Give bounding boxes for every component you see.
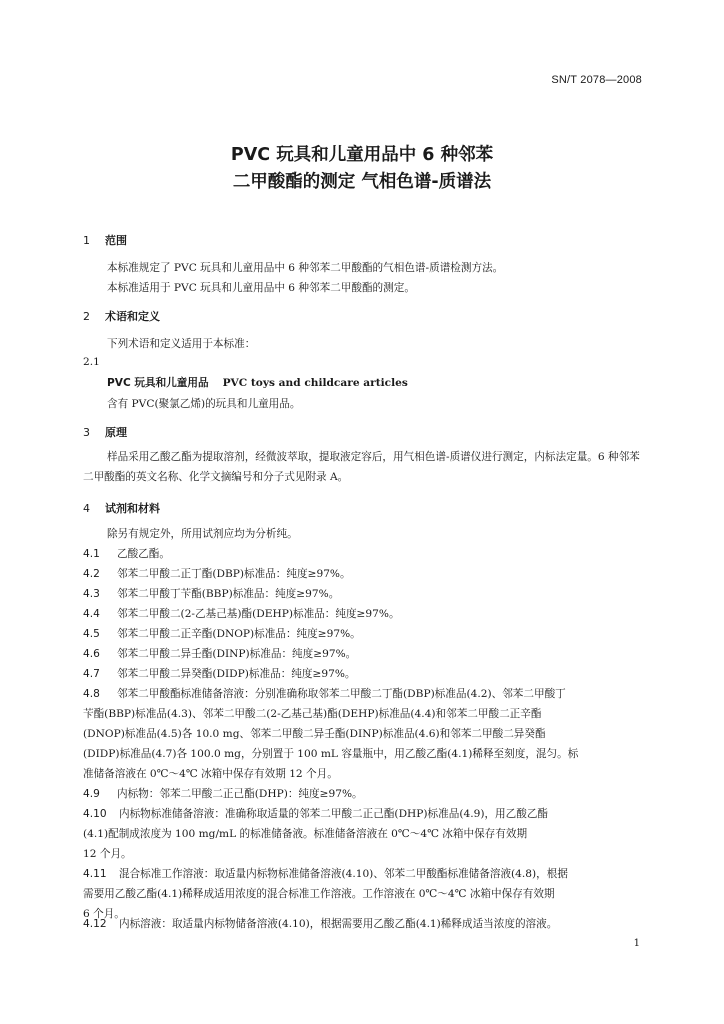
text-line: (4.1)配制成浓度为 100 mg/mL 的标准储备液。标准储备溶液在 0℃～4℃ 冰箱中保存有效期	[83, 828, 528, 840]
item-text: 邻苯二甲酸二正辛酯(DNOP)标准品：纯度≥97%。	[117, 628, 361, 640]
paragraph: 本标准规定了 PVC 玩具和儿童用品中 6 种邻苯二甲酸酯的气相色谱-质谱检测方法。	[107, 262, 504, 274]
section-number: 1	[83, 234, 90, 247]
item-number: 4.12	[83, 918, 107, 930]
list-item	[83, 606, 641, 621]
item-text: 混合标准工作溶液：取适量内标物标准储备溶液(4.10)、邻苯二甲酸酯标准储备溶液(4.8)，根据	[119, 868, 568, 880]
list-item	[83, 626, 641, 641]
page-number: 1	[633, 938, 640, 949]
item-number: 4.10	[83, 808, 107, 820]
section-4-heading	[83, 500, 160, 516]
list-item-4-9	[83, 786, 641, 801]
list-item-4-11	[83, 866, 641, 881]
item-number: 4.1	[83, 548, 100, 560]
term-heading	[107, 375, 408, 390]
section-3-heading	[83, 424, 127, 440]
list-item-4-10	[83, 806, 641, 821]
item-number: 4.4	[83, 608, 100, 620]
item-number: 4.11	[83, 868, 107, 880]
standard-code: SN/T 2078—2008	[551, 74, 642, 86]
section-number: 4	[83, 502, 90, 515]
clause-2-1-number: 2.1	[83, 356, 100, 368]
list-item	[83, 566, 641, 581]
paragraph: 样品采用乙酸乙酯为提取溶剂，经微波萃取，提取液定容后，用气相色谱-质谱仪进行测定，内标法定量。6 种邻苯二甲酸酯的英文名称、化学文摘编号和分子式见附录 A。	[83, 451, 640, 483]
section-title: 原理	[105, 426, 127, 439]
item-text: 邻苯二甲酸二(2-乙基己基)酯(DEHP)标准品：纯度≥97%。	[117, 608, 400, 620]
list-item-4-8	[83, 686, 641, 701]
section-2-heading	[83, 308, 160, 324]
item-text: 内标溶液：取适量内标物储备溶液(4.10)，根据需要用乙酸乙酯(4.1)稀释成适当浓度的溶液。	[119, 918, 558, 930]
term-chinese: PVC 玩具和儿童用品	[107, 377, 209, 389]
item-text: 邻苯二甲酸酯标准储备溶液：分别准确称取邻苯二甲酸二丁酯(DBP)标准品(4.2)、邻苯二甲酸丁	[117, 688, 566, 700]
list-item	[83, 586, 641, 601]
item-number: 4.5	[83, 628, 100, 640]
list-item	[83, 666, 641, 681]
item-number: 4.3	[83, 588, 100, 600]
paragraph: 下列术语和定义适用于本标准：	[107, 338, 256, 350]
section-title: 试剂和材料	[105, 502, 160, 515]
item-text: 内标物：邻苯二甲酸二正己酯(DHP)：纯度≥97%。	[117, 788, 363, 800]
item-number: 4.8	[83, 688, 100, 700]
text-line: 准储备溶液在 0℃～4℃ 冰箱中保存有效期 12 个月。	[83, 768, 338, 780]
section-1-heading	[83, 232, 127, 248]
item-text: 乙酸乙酯。	[117, 548, 170, 560]
title-line-1: PVC 玩具和儿童用品中 6 种邻苯	[230, 145, 494, 165]
item-number: 4.6	[83, 648, 100, 660]
section-title: 术语和定义	[105, 310, 160, 323]
title-line-2: 二甲酸酯的测定 气相色谱-质谱法	[232, 172, 492, 192]
section-title: 范围	[105, 234, 127, 247]
list-item-4-12	[83, 916, 641, 931]
paragraph: 本标准适用于 PVC 玩具和儿童用品中 6 种邻苯二甲酸酯的测定。	[107, 282, 415, 294]
item-text: 内标物标准储备溶液：准确称取适量的邻苯二甲酸二正己酯(DHP)标准品(4.9)，用乙酸乙酯	[119, 808, 549, 820]
item-text: 邻苯二甲酸二异壬酯(DINP)标准品：纯度≥97%。	[117, 648, 357, 660]
item-text: 邻苯二甲酸丁苄酯(BBP)标准品：纯度≥97%。	[117, 588, 340, 600]
text-line: 6 个月。	[83, 908, 125, 920]
text-line: (DNOP)标准品(4.5)各 10.0 mg、邻苯二甲酸二异壬酯(DINP)标准品(4.6)和邻苯二甲酸二异癸酯	[83, 728, 546, 740]
item-text: 邻苯二甲酸二正丁酯(DBP)标准品：纯度≥97%。	[117, 568, 351, 580]
text-line: 12 个月。	[83, 848, 132, 860]
clause-number	[83, 356, 641, 368]
item-number: 4.7	[83, 668, 100, 680]
section-number: 2	[83, 310, 90, 323]
section-number: 3	[83, 426, 90, 439]
item-number: 4.2	[83, 568, 100, 580]
list-item	[83, 546, 641, 561]
term-english: PVC toys and childcare articles	[222, 377, 408, 389]
item-number: 4.9	[83, 788, 100, 800]
item-text: 邻苯二甲酸二异癸酯(DIDP)标准品：纯度≥97%。	[117, 668, 356, 680]
list-item	[83, 646, 641, 661]
text-line: 需要用乙酸乙酯(4.1)稀释成适用浓度的混合标准工作溶液。工作溶液在 0℃～4℃ 冰箱中保存有效期	[83, 888, 555, 900]
text-line: (DIDP)标准品(4.7)各 100.0 mg，分别置于 100 mL 容量瓶中，用乙酸乙酯(4.1)稀释至刻度，混匀。标	[83, 748, 579, 760]
text-line: 苄酯(BBP)标准品(4.3)、邻苯二甲酸二(2-乙基己基)酯(DEHP)标准品(4.4)和邻苯二甲酸二正辛酯	[83, 708, 542, 720]
term-definition: 含有 PVC(聚氯乙烯)的玩具和儿童用品。	[107, 398, 301, 410]
paragraph: 除另有规定外，所用试剂应均为分析纯。	[107, 528, 298, 540]
